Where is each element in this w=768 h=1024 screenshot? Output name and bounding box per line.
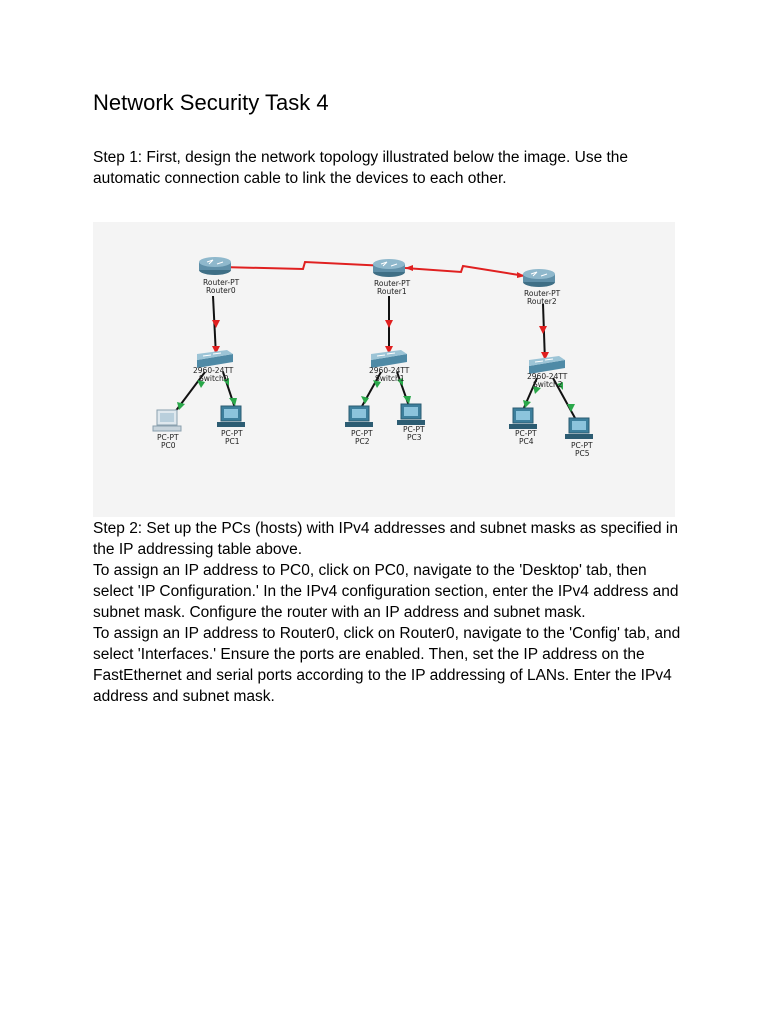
switch0-name-label: Switch0	[199, 374, 229, 383]
router0-type-label: Router-PT	[203, 278, 240, 287]
pc5-type-label: PC-PT	[571, 441, 593, 450]
pc1-type-label: PC-PT	[221, 429, 243, 438]
router2-name-label: Router2	[527, 297, 557, 306]
step2-line-2: To assign an IP address to PC0, click on PC0, navigate to the 'Desktop' tab, then select 'IP Configuration.' In the IPv4 configuration section, enter the IPv4 address and subnet mask. Configure the router with an IP address and subnet mask.	[93, 562, 679, 621]
switch0-type-label: 2960-24TT	[193, 366, 234, 375]
step1-paragraph: Step 1: First, design the network topology illustrated below the image. Use the automatic connection cable to link the devices to each other.	[93, 149, 629, 187]
pc2-name-label: PC2	[355, 437, 370, 446]
pc4-name-label: PC4	[519, 437, 534, 446]
serial-link-r0-r1	[221, 262, 388, 269]
pc0-icon	[153, 410, 181, 431]
pc3-name-label: PC3	[407, 433, 422, 442]
router1-name-label: Router1	[377, 287, 407, 296]
pc0-type-label: PC-PT	[157, 433, 179, 442]
router0-name-label: Router0	[206, 286, 236, 295]
pc3-type-label: PC-PT	[403, 425, 425, 434]
pc2-type-label: PC-PT	[351, 429, 373, 438]
pc5-name-label: PC5	[575, 449, 590, 458]
step2-line-1: Step 2: Set up the PCs (hosts) with IPv4 addresses and subnet masks as specified in the IP addressing table above.	[93, 520, 678, 558]
pc0-name-label: PC0	[161, 441, 176, 450]
step2-line-3: To assign an IP address to Router0, click on Router0, navigate to the 'Config' tab, and select 'Interfaces.' Ensure the ports are enabled. Then, set the IP address on the FastEthernet and serial ports according to the IP addressing of LANs. Enter the IPv4 address and subnet mask.	[93, 625, 681, 705]
router2-icon	[523, 269, 555, 287]
pc4-icon	[509, 408, 537, 429]
router0-icon	[199, 257, 231, 275]
pc3-icon	[397, 404, 425, 425]
router1-icon	[373, 259, 405, 277]
router2-type-label: Router-PT	[524, 289, 561, 298]
network-topology-figure	[93, 222, 675, 517]
pc4-type-label: PC-PT	[515, 429, 537, 438]
switch2-name-label: Switch2	[533, 380, 563, 389]
switch2-type-label: 2960-24TT	[527, 372, 568, 381]
router1-type-label: Router-PT	[374, 279, 411, 288]
pc1-name-label: PC1	[225, 437, 240, 446]
switch1-name-label: Switch1	[375, 374, 405, 383]
pc5-icon	[565, 418, 593, 439]
step2-section	[93, 518, 683, 707]
switch1-type-label: 2960-24TT	[369, 366, 410, 375]
pc2-icon	[345, 406, 373, 427]
document-title: Network Security Task 4	[93, 90, 329, 115]
serial-link-r1-r2	[405, 266, 525, 276]
pc1-icon	[217, 406, 245, 427]
